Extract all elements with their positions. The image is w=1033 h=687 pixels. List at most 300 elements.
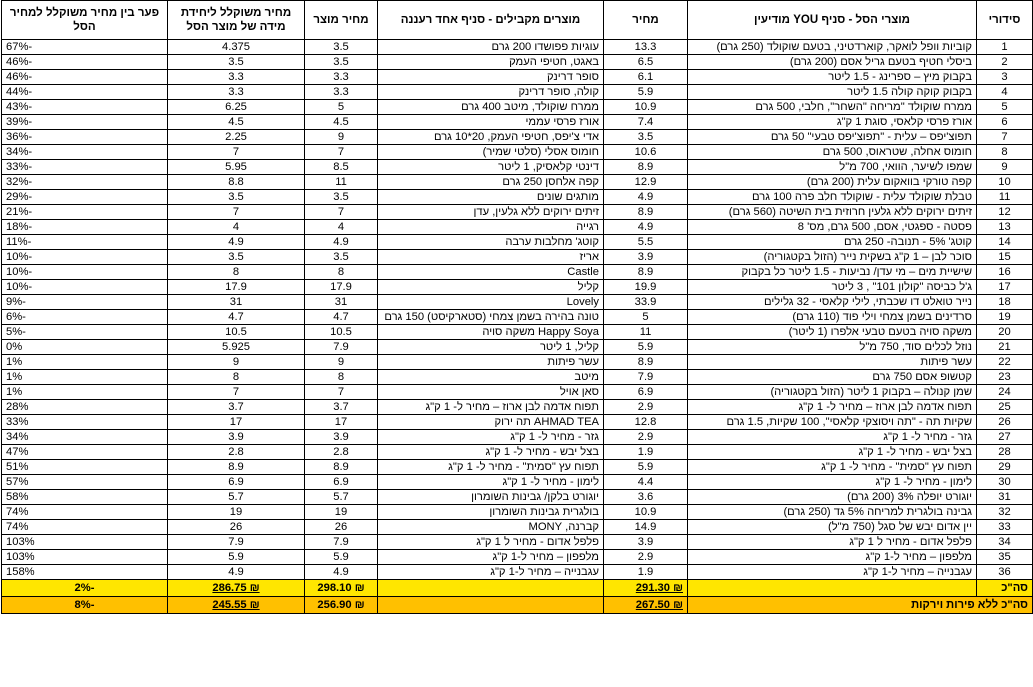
table-row: [2, 460, 1033, 475]
cell-you-product: בקבוק קוקה קולה 1.5 ליטר: [688, 85, 977, 100]
cell-diff: -36%: [2, 130, 168, 145]
cell-product-price: 3.7: [305, 400, 378, 415]
cell-you-product: קטשופ אסם 750 גרם: [688, 370, 977, 385]
cell-serial: 12: [977, 205, 1033, 220]
header-serial: סידורי: [977, 1, 1033, 40]
cell-product-price: 3.5: [305, 55, 378, 70]
cell-product-price: 4.9: [305, 565, 378, 580]
cell-product-price: 5.7: [305, 490, 378, 505]
cell-alt-product: טונה בהירה בשמן צמחי (סטארקיסט) 150 גרם: [378, 310, 604, 325]
cell-weighted-price: 3.5: [168, 250, 305, 265]
cell-you-product: תפוח אדמה לבן ארוז – מחיר ל- 1 ק"ג: [688, 400, 977, 415]
total2-label: סה"כ ללא פירות וירקות: [688, 597, 1033, 614]
cell-diff: -46%: [2, 55, 168, 70]
cell-alt-product: עשר פיתות: [378, 355, 604, 370]
cell-serial: 8: [977, 145, 1033, 160]
cell-weighted-price: 8: [168, 265, 305, 280]
cell-you-product: יוגורט יופלה 3% (200 גרם): [688, 490, 977, 505]
table-row: [2, 475, 1033, 490]
cell-weighted-price: 3.7: [168, 400, 305, 415]
cell-product-price: 7: [305, 385, 378, 400]
cell-alt-product: זיתים ירוקים ללא גלעין, עדן: [378, 205, 604, 220]
cell-product-price: 17: [305, 415, 378, 430]
cell-diff: -9%: [2, 295, 168, 310]
cell-product-price: 7.9: [305, 340, 378, 355]
cell-price: 4.4: [604, 475, 688, 490]
cell-price: 3.9: [604, 250, 688, 265]
cell-serial: 14: [977, 235, 1033, 250]
cell-weighted-price: 9: [168, 355, 305, 370]
cell-diff: 58%: [2, 490, 168, 505]
cell-price: 8.9: [604, 160, 688, 175]
cell-diff: 0%: [2, 340, 168, 355]
cell-diff: 1%: [2, 355, 168, 370]
cell-alt-product: עגבנייה – מחיר ל-1 ק"ג: [378, 565, 604, 580]
cell-alt-product: Lovely: [378, 295, 604, 310]
cell-alt-product: קוטג' מחלבות ערבה: [378, 235, 604, 250]
cell-diff: -6%: [2, 310, 168, 325]
cell-price: 11: [604, 325, 688, 340]
cell-diff: 47%: [2, 445, 168, 460]
cell-product-price: 8.5: [305, 160, 378, 175]
cell-alt-product: תפוח אדמה לבן ארוז – מחיר ל- 1 ק"ג: [378, 400, 604, 415]
cell-weighted-price: 4: [168, 220, 305, 235]
table-row: [2, 385, 1033, 400]
price-comparison-table: [1, 0, 1033, 614]
cell-diff: -32%: [2, 175, 168, 190]
table-row: [2, 100, 1033, 115]
cell-you-product: גבינה בולגרית למריחה 5% גד (250 גרם): [688, 505, 977, 520]
cell-product-price: 3.5: [305, 190, 378, 205]
cell-price: 7.9: [604, 370, 688, 385]
cell-alt-product: Castle: [378, 265, 604, 280]
cell-weighted-price: 4.5: [168, 115, 305, 130]
cell-you-product: עגבנייה – מחיר ל-1 ק"ג: [688, 565, 977, 580]
cell-you-product: ג'ל כביסה "קולון 101" , 3 ליטר: [688, 280, 977, 295]
cell-product-price: 7: [305, 205, 378, 220]
cell-alt-product: עוגיות פפושדו 200 גרם: [378, 40, 604, 55]
cell-price: 2.9: [604, 550, 688, 565]
cell-weighted-price: 5.95: [168, 160, 305, 175]
table-row: [2, 535, 1033, 550]
cell-price: 5: [604, 310, 688, 325]
cell-you-product: שישיית מים – מי עדן/ נביעות - 1.5 ליטר כל בקבוק: [688, 265, 977, 280]
cell-product-price: 17.9: [305, 280, 378, 295]
total2-weighted: ₪ 245.55: [168, 597, 305, 614]
cell-alt-product: AHMAD TEA תה ירוק: [378, 415, 604, 430]
cell-product-price: 4.5: [305, 115, 378, 130]
cell-diff: 28%: [2, 400, 168, 415]
cell-you-product: שקיות תה - "תה ויסוצקי קלאסי", 100 שקיות, 1.5 גרם: [688, 415, 977, 430]
total2-product-price: ₪ 256.90: [305, 597, 378, 614]
cell-product-price: 5: [305, 100, 378, 115]
table-row: [2, 505, 1033, 520]
cell-alt-product: מיטב: [378, 370, 604, 385]
cell-alt-product: קברנה, MONY: [378, 520, 604, 535]
cell-weighted-price: 7: [168, 145, 305, 160]
cell-you-product: פלפל אדום - מחיר ל 1 ק"ג: [688, 535, 977, 550]
cell-weighted-price: 19: [168, 505, 305, 520]
table-row: [2, 265, 1033, 280]
cell-you-product: סרדינים בשמן צמחי וילי פוד (110 גרם): [688, 310, 977, 325]
header-product-price: מחיר מוצר: [305, 1, 378, 40]
cell-weighted-price: 5.7: [168, 490, 305, 505]
cell-weighted-price: 7: [168, 205, 305, 220]
cell-price: 10.9: [604, 505, 688, 520]
total2-price: ₪ 267.50: [604, 597, 688, 614]
cell-alt-product: מלפפון – מחיר ל-1 ק"ג: [378, 550, 604, 565]
cell-product-price: 4.7: [305, 310, 378, 325]
cell-serial: 9: [977, 160, 1033, 175]
cell-serial: 35: [977, 550, 1033, 565]
cell-price: 3.6: [604, 490, 688, 505]
header-alt-products: מוצרים מקבילים - סניף אחד רעננה: [378, 1, 604, 40]
table-row: [2, 445, 1033, 460]
table-row: [2, 250, 1033, 265]
cell-product-price: 3.5: [305, 250, 378, 265]
cell-serial: 16: [977, 265, 1033, 280]
cell-serial: 20: [977, 325, 1033, 340]
cell-you-product: אורז פרסי קלאסי, סוגת 1 ק"ג: [688, 115, 977, 130]
cell-you-product: תפוח עץ "סמית" - מחיר ל- 1 ק"ג: [688, 460, 977, 475]
cell-product-price: 26: [305, 520, 378, 535]
cell-serial: 26: [977, 415, 1033, 430]
cell-weighted-price: 3.5: [168, 55, 305, 70]
cell-diff: -44%: [2, 85, 168, 100]
cell-you-product: גזר - מחיר ל- 1 ק"ג: [688, 430, 977, 445]
cell-price: 3.5: [604, 130, 688, 145]
cell-serial: 13: [977, 220, 1033, 235]
table-row: [2, 550, 1033, 565]
cell-serial: 34: [977, 535, 1033, 550]
cell-weighted-price: 2.25: [168, 130, 305, 145]
cell-product-price: 11: [305, 175, 378, 190]
table-row: [2, 310, 1033, 325]
cell-product-price: 2.8: [305, 445, 378, 460]
cell-weighted-price: 5.925: [168, 340, 305, 355]
total-row: [2, 580, 1033, 597]
cell-price: 5.9: [604, 85, 688, 100]
cell-serial: 17: [977, 280, 1033, 295]
cell-price: 4.9: [604, 190, 688, 205]
cell-diff: -10%: [2, 265, 168, 280]
cell-weighted-price: 7: [168, 385, 305, 400]
cell-diff: -33%: [2, 160, 168, 175]
cell-price: 19.9: [604, 280, 688, 295]
cell-you-product: נייר טואלט דו שכבתי, לילי קלאסי - 32 גלילים: [688, 295, 977, 310]
table-row: [2, 160, 1033, 175]
cell-price: 12.8: [604, 415, 688, 430]
table-row: [2, 40, 1033, 55]
cell-weighted-price: 4.375: [168, 40, 305, 55]
table-row: [2, 430, 1033, 445]
cell-weighted-price: 4.9: [168, 565, 305, 580]
cell-serial: 10: [977, 175, 1033, 190]
cell-alt-product: אדי צ'יפס, חטיפי העמק, 20*10 גרם: [378, 130, 604, 145]
table-row: [2, 520, 1033, 535]
header-you-products: מוצרי הסל - סניף YOU מודיעין: [688, 1, 977, 40]
cell-diff: -11%: [2, 235, 168, 250]
cell-you-product: זיתים ירוקים ללא גלעין חרוזית בית השיטה (560 גרם): [688, 205, 977, 220]
table-row: [2, 85, 1033, 100]
cell-alt-product: אורז פרסי עממי: [378, 115, 604, 130]
cell-serial: 18: [977, 295, 1033, 310]
cell-serial: 24: [977, 385, 1033, 400]
cell-product-price: 5.9: [305, 550, 378, 565]
header-row: [2, 1, 1033, 40]
cell-price: 6.9: [604, 385, 688, 400]
cell-weighted-price: 5.9: [168, 550, 305, 565]
cell-weighted-price: 6.25: [168, 100, 305, 115]
cell-alt-product: סאן אויל: [378, 385, 604, 400]
table-row: [2, 115, 1033, 130]
cell-product-price: 10.5: [305, 325, 378, 340]
cell-serial: 32: [977, 505, 1033, 520]
cell-you-product: קפה טורקי בוואקום עלית (200 גרם): [688, 175, 977, 190]
cell-product-price: 6.9: [305, 475, 378, 490]
total-weighted: ₪ 286.75: [168, 580, 305, 597]
cell-serial: 23: [977, 370, 1033, 385]
cell-diff: -21%: [2, 205, 168, 220]
cell-you-product: לימון - מחיר ל- 1 ק"ג: [688, 475, 977, 490]
header-price: מחיר: [604, 1, 688, 40]
cell-diff: 103%: [2, 535, 168, 550]
total-empty-2: [378, 580, 604, 597]
cell-diff: -29%: [2, 190, 168, 205]
cell-product-price: 4: [305, 220, 378, 235]
cell-price: 13.3: [604, 40, 688, 55]
cell-weighted-price: 4.9: [168, 235, 305, 250]
cell-weighted-price: 3.9: [168, 430, 305, 445]
cell-weighted-price: 26: [168, 520, 305, 535]
table-row: [2, 175, 1033, 190]
cell-serial: 4: [977, 85, 1033, 100]
cell-you-product: חומוס אחלה, שטראוס, 500 גרם: [688, 145, 977, 160]
cell-you-product: יין אדום יבש של סגל (750 מ"ל): [688, 520, 977, 535]
cell-serial: 2: [977, 55, 1033, 70]
cell-diff: 74%: [2, 520, 168, 535]
cell-product-price: 3.5: [305, 40, 378, 55]
cell-alt-product: Happy Soya משקה סויה: [378, 325, 604, 340]
table-row: [2, 415, 1033, 430]
cell-product-price: 7: [305, 145, 378, 160]
cell-alt-product: קליל: [378, 280, 604, 295]
cell-serial: 30: [977, 475, 1033, 490]
table-row: [2, 355, 1033, 370]
cell-serial: 6: [977, 115, 1033, 130]
cell-alt-product: מותגים שונים: [378, 190, 604, 205]
cell-serial: 29: [977, 460, 1033, 475]
cell-alt-product: דינטי קלאסיק, 1 ליטר: [378, 160, 604, 175]
cell-serial: 33: [977, 520, 1033, 535]
cell-product-price: 3.3: [305, 85, 378, 100]
cell-price: 3.9: [604, 535, 688, 550]
cell-serial: 25: [977, 400, 1033, 415]
cell-serial: 21: [977, 340, 1033, 355]
cell-product-price: 9: [305, 355, 378, 370]
cell-serial: 15: [977, 250, 1033, 265]
cell-product-price: 3.9: [305, 430, 378, 445]
cell-alt-product: פלפל אדום - מחיר ל 1 ק"ג: [378, 535, 604, 550]
cell-diff: 1%: [2, 385, 168, 400]
table-row: [2, 325, 1033, 340]
header-weighted-price: מחיר משוקלל ליחידת מידה של מוצר הסל: [168, 1, 305, 40]
total2-empty: [378, 597, 604, 614]
cell-serial: 11: [977, 190, 1033, 205]
cell-diff: 103%: [2, 550, 168, 565]
cell-weighted-price: 31: [168, 295, 305, 310]
cell-weighted-price: 10.5: [168, 325, 305, 340]
cell-you-product: פסטה - ספגטי, אסם, 500 גרם, מס' 8: [688, 220, 977, 235]
cell-serial: 22: [977, 355, 1033, 370]
cell-diff: 158%: [2, 565, 168, 580]
cell-product-price: 4.9: [305, 235, 378, 250]
cell-diff: -39%: [2, 115, 168, 130]
total-label: סה"כ: [977, 580, 1033, 597]
cell-alt-product: בצל יבש - מחיר ל- 1 ק"ג: [378, 445, 604, 460]
table-row: [2, 400, 1033, 415]
cell-weighted-price: 7.9: [168, 535, 305, 550]
total-product-price: ₪ 298.10: [305, 580, 378, 597]
cell-serial: 1: [977, 40, 1033, 55]
cell-weighted-price: 8.8: [168, 175, 305, 190]
total-empty-1: [688, 580, 977, 597]
cell-serial: 36: [977, 565, 1033, 580]
cell-price: 33.9: [604, 295, 688, 310]
cell-you-product: ממרח שוקולד "מריחה "השחר", חלבי, 500 גרם: [688, 100, 977, 115]
cell-serial: 7: [977, 130, 1033, 145]
cell-product-price: 31: [305, 295, 378, 310]
cell-serial: 28: [977, 445, 1033, 460]
cell-you-product: שמפו לשיער, הוואי, 700 מ"ל: [688, 160, 977, 175]
cell-alt-product: אריז: [378, 250, 604, 265]
cell-diff: -46%: [2, 70, 168, 85]
cell-price: 12.9: [604, 175, 688, 190]
cell-alt-product: קולה, סופר דרינק: [378, 85, 604, 100]
cell-product-price: 8: [305, 265, 378, 280]
cell-serial: 3: [977, 70, 1033, 85]
cell-weighted-price: 3.5: [168, 190, 305, 205]
table-row: [2, 55, 1033, 70]
cell-diff: 51%: [2, 460, 168, 475]
cell-diff: 74%: [2, 505, 168, 520]
cell-alt-product: רגייה: [378, 220, 604, 235]
cell-alt-product: קליל, 1 ליטר: [378, 340, 604, 355]
cell-you-product: מלפפון – מחיר ל-1 ק"ג: [688, 550, 977, 565]
total-no-produce-row: [2, 597, 1033, 614]
cell-you-product: שמן קנולה – בקבוק 1 ליטר (הזול בקטגוריה): [688, 385, 977, 400]
cell-you-product: קוטג' 5% - תנובה- 250 גרם: [688, 235, 977, 250]
cell-weighted-price: 4.7: [168, 310, 305, 325]
cell-product-price: 8: [305, 370, 378, 385]
cell-you-product: בצל יבש - מחיר ל- 1 ק"ג: [688, 445, 977, 460]
cell-price: 10.9: [604, 100, 688, 115]
cell-diff: 57%: [2, 475, 168, 490]
cell-price: 5.9: [604, 340, 688, 355]
table-row: [2, 295, 1033, 310]
cell-price: 14.9: [604, 520, 688, 535]
cell-weighted-price: 2.8: [168, 445, 305, 460]
table-row: [2, 280, 1033, 295]
cell-weighted-price: 3.3: [168, 85, 305, 100]
cell-alt-product: לימון - מחיר ל- 1 ק"ג: [378, 475, 604, 490]
cell-alt-product: גזר - מחיר ל- 1 ק"ג: [378, 430, 604, 445]
cell-diff: 34%: [2, 430, 168, 445]
cell-price: 1.9: [604, 445, 688, 460]
cell-price: 7.4: [604, 115, 688, 130]
cell-you-product: תפוצ'יפס – עלית - "תפוצ'יפס טבעי" 50 גרם: [688, 130, 977, 145]
cell-price: 8.9: [604, 355, 688, 370]
cell-you-product: קוביות וופל לואקר, קוארדטיני, בטעם שוקולד (250 גרם): [688, 40, 977, 55]
cell-diff: -67%: [2, 40, 168, 55]
cell-price: 5.5: [604, 235, 688, 250]
cell-alt-product: יוגורט בלקן/ גבינות השומרון: [378, 490, 604, 505]
cell-product-price: 19: [305, 505, 378, 520]
cell-price: 10.6: [604, 145, 688, 160]
table-row: [2, 130, 1033, 145]
cell-alt-product: סופר דרינק: [378, 70, 604, 85]
cell-diff: -34%: [2, 145, 168, 160]
cell-price: 8.9: [604, 205, 688, 220]
cell-alt-product: ממרח שוקולד, מיטב 400 גרם: [378, 100, 604, 115]
cell-product-price: 7.9: [305, 535, 378, 550]
cell-price: 8.9: [604, 265, 688, 280]
cell-price: 2.9: [604, 430, 688, 445]
cell-price: 1.9: [604, 565, 688, 580]
cell-you-product: נוזל לכלים סוד, 750 מ"ל: [688, 340, 977, 355]
total2-diff: -8%: [2, 597, 168, 614]
cell-you-product: משקה סויה בטעם טבעי אלפרו (1 ליטר): [688, 325, 977, 340]
table-row: [2, 70, 1033, 85]
cell-product-price: 3.3: [305, 70, 378, 85]
cell-you-product: בקבוק מיץ – ספרינג - 1.5 ליטר: [688, 70, 977, 85]
cell-alt-product: חומוס אסלי (סלטי שמיר): [378, 145, 604, 160]
table-row: [2, 190, 1033, 205]
cell-product-price: 9: [305, 130, 378, 145]
cell-you-product: ביסלי חטיף בטעם גריל אסם (200 גרם): [688, 55, 977, 70]
table-row: [2, 205, 1033, 220]
cell-weighted-price: 17: [168, 415, 305, 430]
cell-diff: -10%: [2, 280, 168, 295]
cell-diff: 33%: [2, 415, 168, 430]
cell-diff: -43%: [2, 100, 168, 115]
cell-price: 6.5: [604, 55, 688, 70]
cell-weighted-price: 6.9: [168, 475, 305, 490]
cell-you-product: עשר פיתות: [688, 355, 977, 370]
table-row: [2, 220, 1033, 235]
table-row: [2, 235, 1033, 250]
cell-serial: 31: [977, 490, 1033, 505]
cell-diff: 1%: [2, 370, 168, 385]
cell-weighted-price: 8.9: [168, 460, 305, 475]
cell-diff: -5%: [2, 325, 168, 340]
cell-weighted-price: 17.9: [168, 280, 305, 295]
table-row: [2, 565, 1033, 580]
header-diff: פער בין מחיר משוקלל למחיר הסל: [2, 1, 168, 40]
cell-alt-product: בולגרית גבינות השומרון: [378, 505, 604, 520]
cell-alt-product: באגט, חטיפי העמק: [378, 55, 604, 70]
cell-alt-product: תפוח עץ "סמית" - מחיר ל- 1 ק"ג: [378, 460, 604, 475]
cell-you-product: טבלת שוקולד עלית - שוקולד חלב פרה 100 גרם: [688, 190, 977, 205]
cell-diff: -10%: [2, 250, 168, 265]
cell-price: 6.1: [604, 70, 688, 85]
table-row: [2, 490, 1033, 505]
cell-diff: -18%: [2, 220, 168, 235]
cell-weighted-price: 3.3: [168, 70, 305, 85]
table-row: [2, 370, 1033, 385]
cell-weighted-price: 8: [168, 370, 305, 385]
cell-you-product: סוכר לבן – 1 ק"ג בשקית נייר (הזול בקטגוריה): [688, 250, 977, 265]
